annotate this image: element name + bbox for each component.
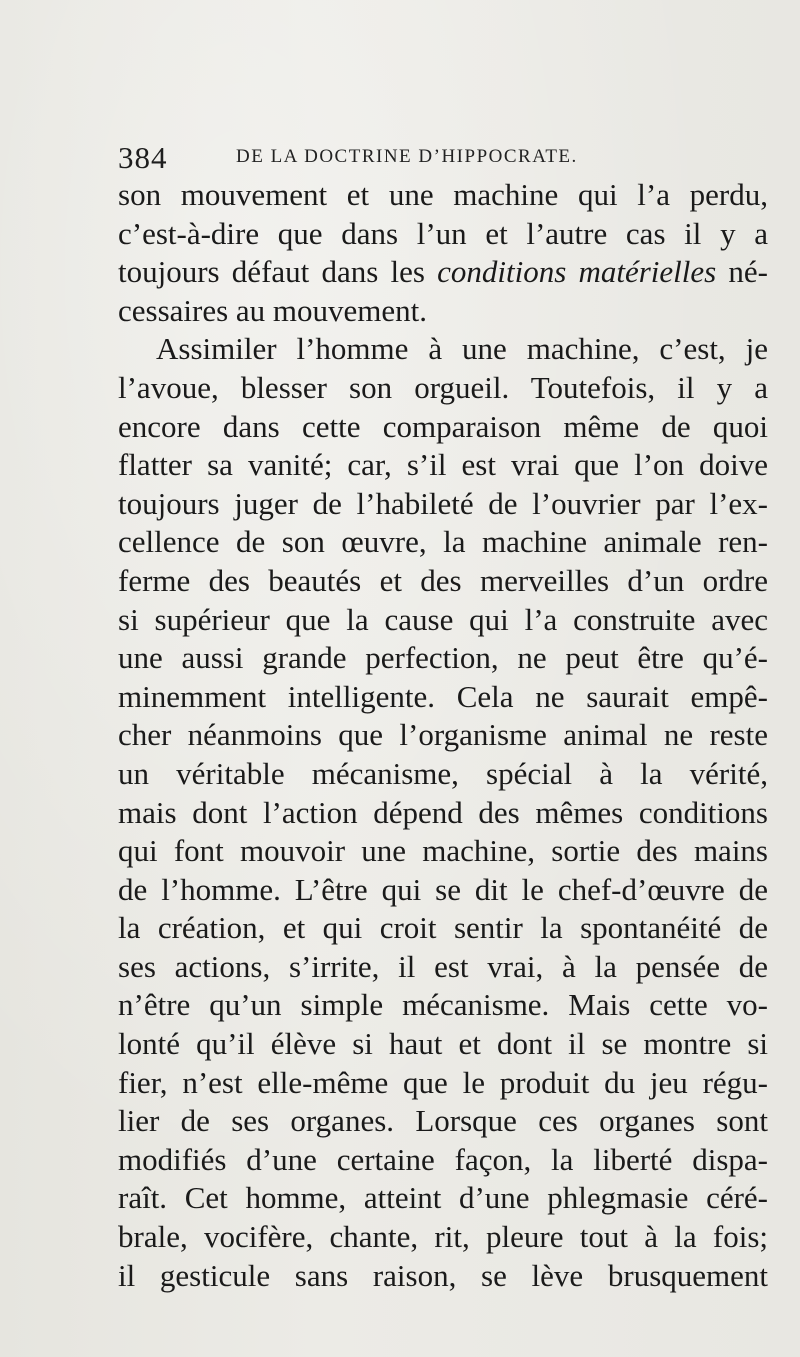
text-line: lonté qu’il élève si haut et dont il se montre si	[118, 1026, 768, 1062]
text-line: qui font mouvoir une machine, sortie des mains	[118, 833, 768, 869]
text-line: l’avoue, blesser son orgueil. Toutefois, il y a	[118, 369, 768, 405]
text-line: flatter sa vanité; car, s’il est vrai que l’on doive	[118, 447, 768, 483]
paragraph-1	[118, 176, 768, 330]
text-line: la création, et qui croit sentir la spontanéité de	[118, 910, 768, 946]
text-line: ferme des beautés et des merveilles d’un ordre	[118, 562, 768, 598]
text-line: cher néanmoins que l’organisme animal ne reste	[118, 717, 768, 753]
text-line: ses actions, s’irrite, il est vrai, à la pensée de	[118, 948, 768, 984]
page-header	[118, 140, 758, 174]
body-text	[118, 176, 768, 1295]
text-line: un véritable mécanisme, spécial à la vérité,	[118, 755, 768, 791]
text-line: il gesticule sans raison, se lève brusquement	[118, 1257, 768, 1293]
text-line: brale, vocifère, chante, rit, pleure tout à la fois;	[118, 1219, 768, 1255]
text-line: son mouvement et une machine qui l’a perdu,	[118, 177, 768, 212]
text-line: cessaires au mouvement.	[118, 292, 428, 328]
text-line: de l’homme. L’être qui se dit le chef-d’œuvre de	[118, 871, 768, 907]
running-title: DE LA DOCTRINE D’HIPPOCRATE.	[236, 146, 578, 167]
text-line: mais dont l’action dépend des mêmes conditions	[118, 794, 768, 830]
paragraph-2	[118, 330, 768, 1295]
text-line: lier de ses organes. Lorsque ces organes sont	[118, 1103, 768, 1139]
text-segment: toujours défaut dans les	[118, 254, 438, 290]
text-segment: né-	[716, 254, 768, 290]
text-line: n’être qu’un simple mécanisme. Mais cette vo-	[118, 987, 768, 1023]
text-line: si supérieur que la cause qui l’a construite avec	[118, 601, 768, 637]
text-line: Assimiler l’homme à une machine, c’est, je	[156, 331, 768, 367]
text-line: encore dans cette comparaison même de quoi	[118, 408, 768, 444]
text-line: minemment intelligente. Cela ne saurait empê-	[118, 678, 768, 714]
italic-phrase: conditions matérielles	[437, 254, 717, 290]
text-line: c’est-à-dire que dans l’un et l’autre cas il y a	[118, 215, 768, 251]
text-line: une aussi grande perfection, ne peut être qu’é-	[118, 640, 768, 676]
text-line: modifiés d’une certaine façon, la liberté dispa-	[118, 1141, 768, 1177]
text-line: cellence de son œuvre, la machine animale ren-	[118, 524, 768, 560]
text-line: fier, n’est elle-même que le produit du jeu régu-	[118, 1064, 768, 1100]
page-number: 384	[118, 140, 168, 175]
text-line	[118, 253, 768, 292]
text-line: toujours juger de l’habileté de l’ouvrier par l’ex-	[118, 485, 768, 521]
text-line: raît. Cet homme, atteint d’une phlegmasie céré-	[118, 1180, 768, 1216]
